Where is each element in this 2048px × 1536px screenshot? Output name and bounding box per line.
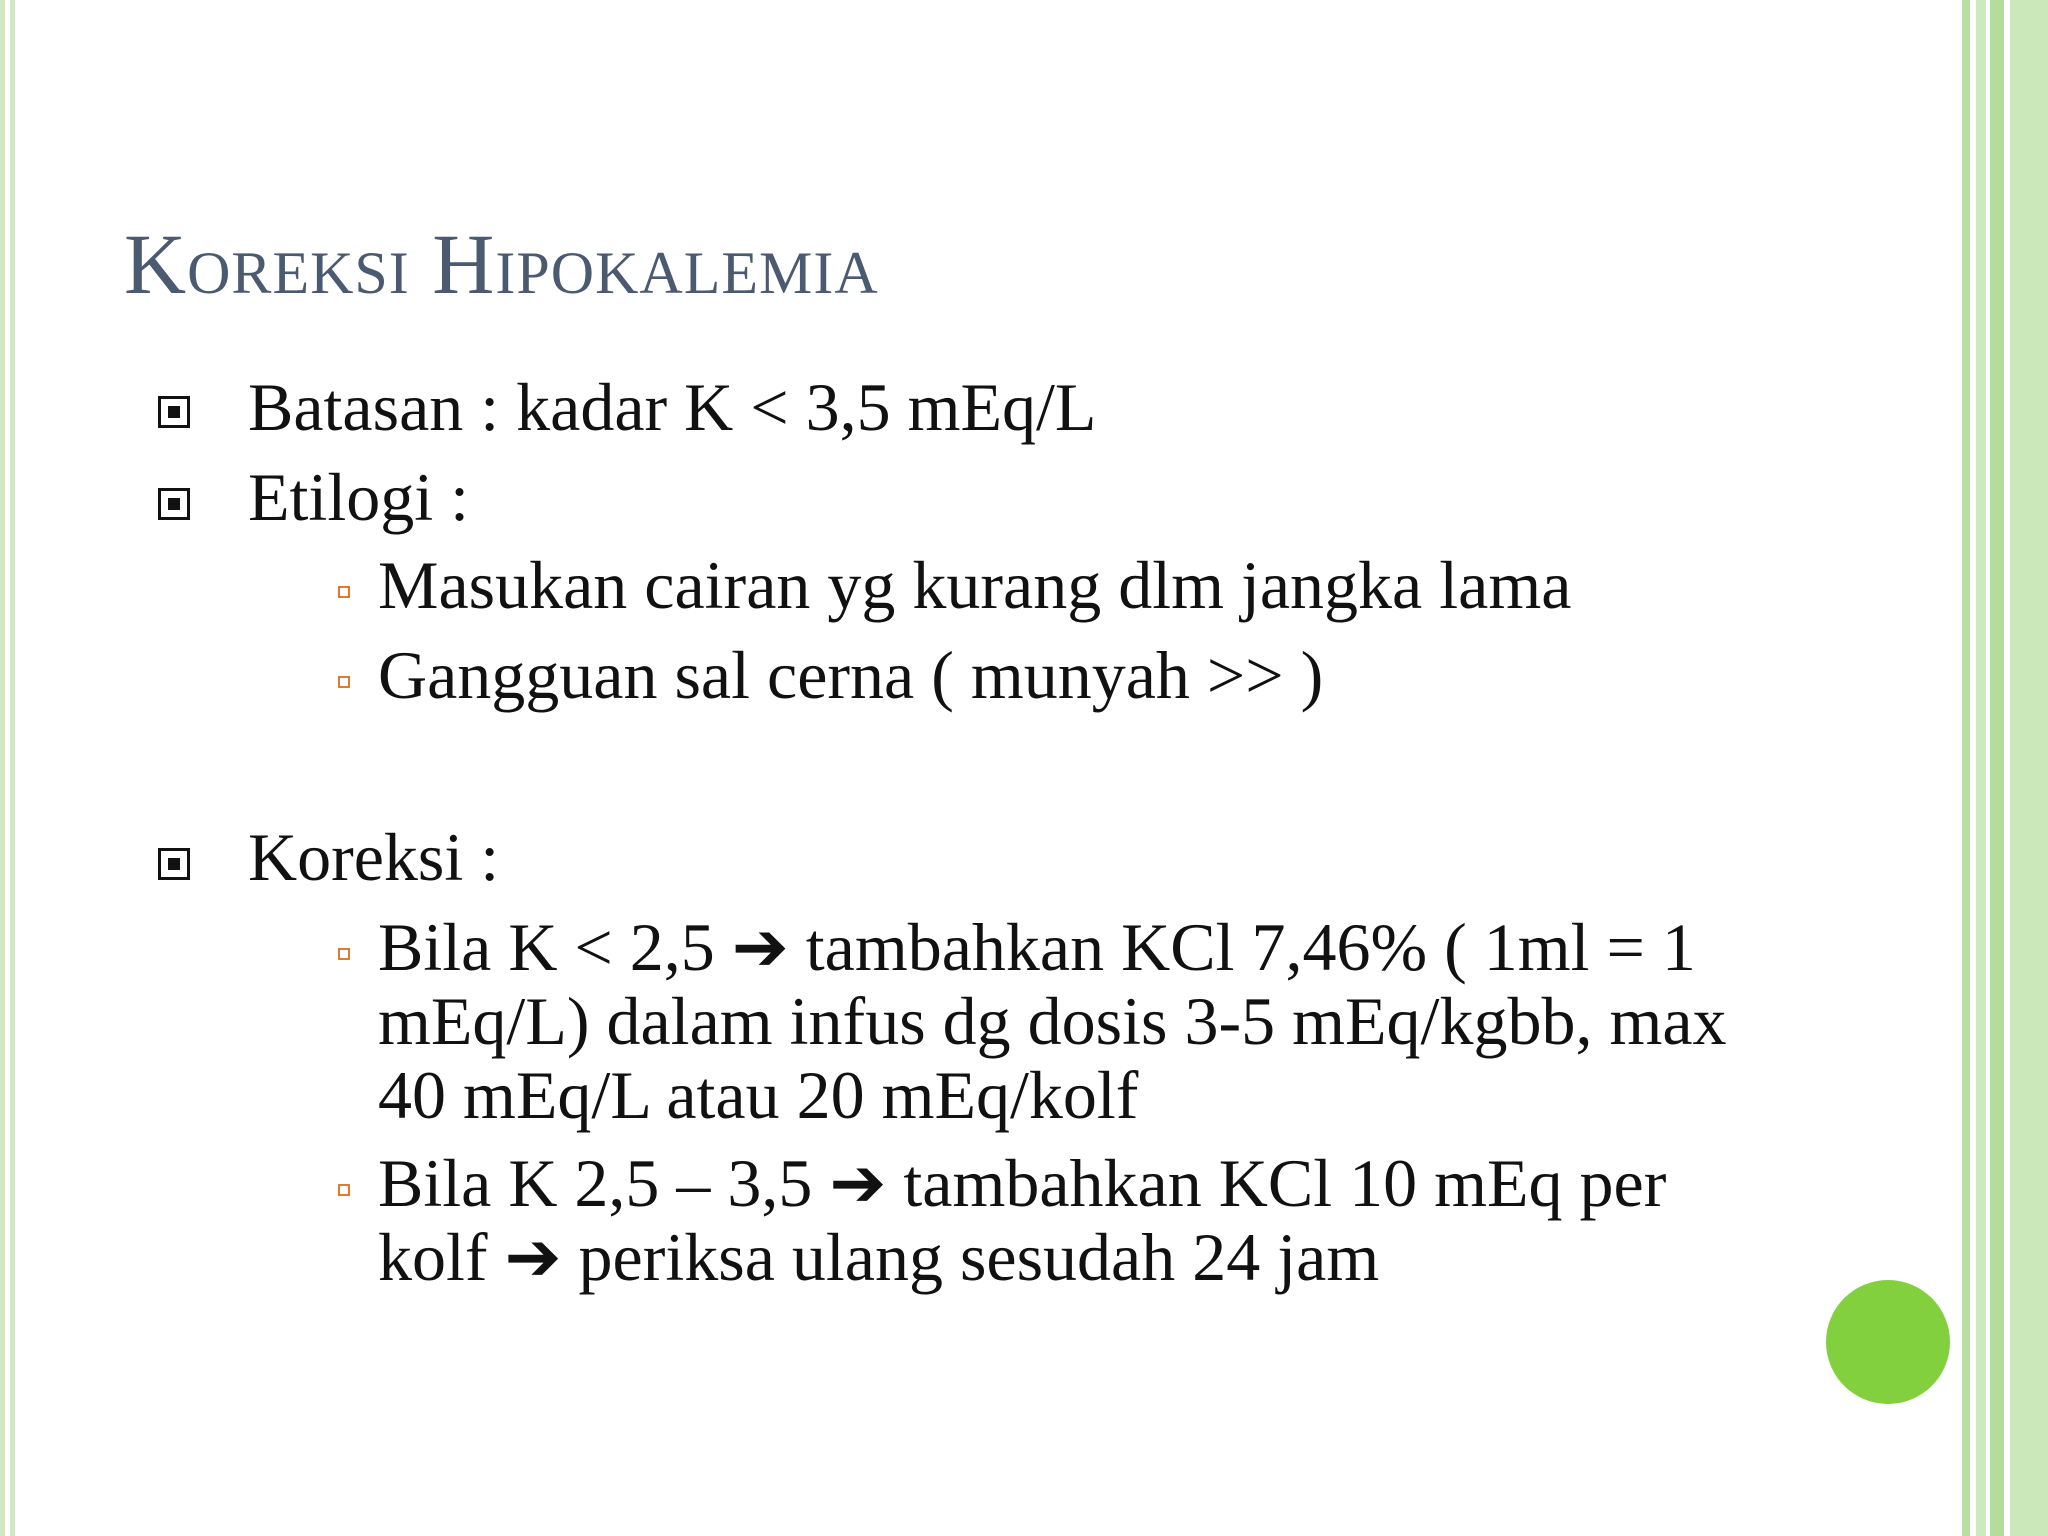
bullet-square-icon — [158, 488, 190, 520]
sub-bullet-koreksi-2: Bila K 2,5 – 3,5 ➔ tambahkan KCl 10 mEq per kolf ➔ periksa ulang sesudah 24 jam — [378, 1145, 1667, 1295]
bullet-square-icon — [158, 848, 190, 880]
sub-bullet-square-icon — [338, 1184, 350, 1196]
bullet-batasan: Batasan : kadar K < 3,5 mEq/L — [248, 369, 1097, 445]
bullet-etilogi: Etilogi : — [248, 459, 469, 535]
sub-bullet-square-icon — [338, 676, 350, 688]
sub-bullet-etilogi-2: Gangguan sal cerna ( munyah >> ) — [378, 637, 1324, 713]
bullet-koreksi: Koreksi : — [248, 819, 500, 895]
sub-bullet-square-icon — [338, 586, 350, 598]
slide-title: Koreksi Hipokalemia — [124, 216, 879, 312]
bullet-square-icon — [158, 396, 190, 428]
sub-bullet-square-icon — [338, 948, 350, 960]
green-circle-decoration — [1826, 1280, 1950, 1404]
sub-bullet-koreksi-1: Bila K < 2,5 ➔ tambahkan KCl 7,46% ( 1ml = 1 mEq/L) dalam infus dg dosis 3-5 mEq/kgbb, max 40 mEq/L atau 20 mEq/kolf — [378, 909, 1727, 1133]
sub-bullet-etilogi-1: Masukan cairan yg kurang dlm jangka lama — [378, 547, 1572, 623]
